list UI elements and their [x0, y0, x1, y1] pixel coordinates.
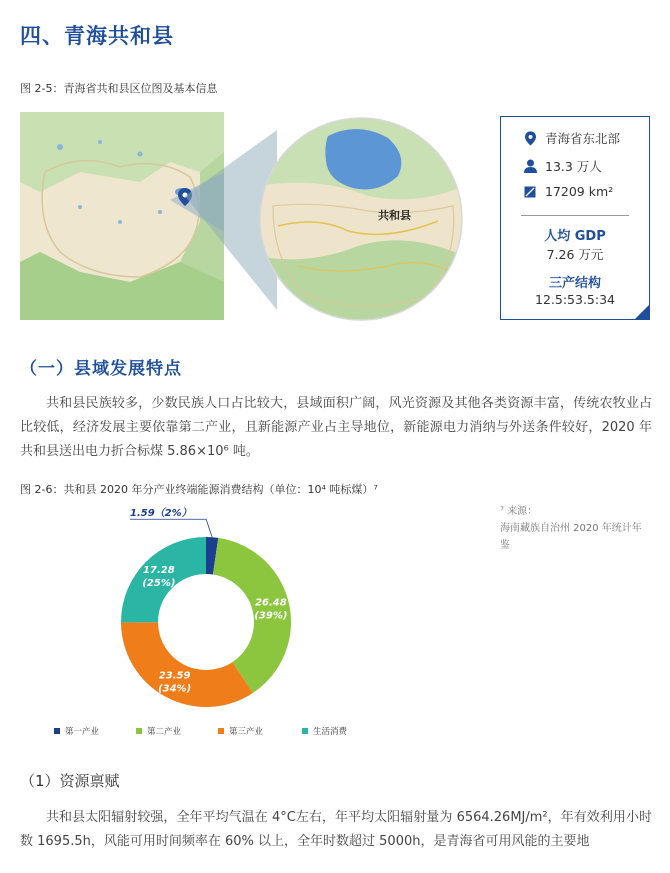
donut-label-first: 1.59（2%）: [130, 508, 192, 520]
source-note: [500, 503, 650, 554]
info-gdp-value: 7.26 万元: [546, 247, 604, 262]
info-box: [500, 116, 650, 320]
donut-leader-line-first: [130, 519, 212, 537]
source-note-mark: ⁷ 来源：: [500, 506, 538, 517]
zoom-map-label: 共和县: [378, 209, 411, 222]
info-divider: [521, 215, 629, 216]
legend-item-first: [54, 725, 99, 737]
subsection-title: （一）县域发展特点: [20, 359, 182, 379]
figure1-caption: 图 2-5：青海省共和县区位图及基本信息: [20, 82, 218, 95]
info-population: 13.3 万人: [545, 159, 602, 174]
donut-value-label-third: 23.59: [158, 670, 191, 682]
area-map-icon: [523, 186, 537, 198]
person-icon: [523, 159, 537, 173]
zoom-map-circle: [258, 116, 464, 322]
legend-item-life: [302, 725, 347, 737]
legend-swatch-second: [136, 728, 142, 734]
legend-swatch-first: [54, 728, 60, 734]
legend-label-second: 第二产业: [147, 727, 182, 737]
donut-value-label-life: 17.28: [143, 565, 175, 577]
legend-item-second: [136, 725, 181, 737]
subsection2-title: （1）资源禀赋: [20, 772, 120, 790]
legend-swatch-third: [218, 728, 224, 734]
paragraph-1: 共和县民族较多，少数民族人口占比较大，县域面积广阔，风光资源及其他各类资源丰富，传统农牧业占比较低，经济发展主要依靠第二产业，且新能源产业占主导地位，新能源电力消纳与外送条件较好，2020 年共和县送出电力折合标煤 5.86×10⁶ 吨。: [20, 396, 652, 459]
donut-chart: [100, 500, 320, 715]
legend-label-life: 生活消费: [313, 727, 348, 737]
donut-percent-label-second: (39%): [254, 610, 288, 622]
source-note-text: 海南藏族自治州 2020 年统计年鉴: [500, 523, 642, 551]
location-pin-icon: [523, 131, 537, 146]
info-area-row: [523, 184, 613, 199]
info-area: 17209 km²: [545, 184, 614, 199]
info-population-row: [523, 157, 602, 175]
info-structure-label: 三产结构: [548, 276, 601, 291]
donut-percent-label-third: (34%): [158, 683, 192, 695]
legend-item-third: [218, 725, 263, 737]
figure2-caption: 图 2-6：共和县 2020 年分产业终端能源消费结构（单位：10⁴ 吨标煤）⁷: [20, 483, 378, 496]
legend-label-third: 第三产业: [229, 727, 264, 737]
donut-percent-label-life: (25%): [142, 578, 176, 590]
info-location: 青海省东北部: [545, 131, 621, 146]
info-corner-mark: [634, 304, 650, 320]
info-structure-value: 12.5:53.5:34: [535, 292, 615, 307]
section-title: 四、青海共和县: [20, 24, 174, 48]
legend-label-first: 第一产业: [65, 727, 100, 737]
info-gdp-label: 人均 GDP: [544, 229, 606, 244]
legend-swatch-life: [302, 728, 308, 734]
donut-chart-svg: [100, 500, 320, 715]
paragraph-2: 共和县太阳辐射较强，全年平均气温在 4°C左右，年平均太阳辐射量为 6564.26MJ/m²，年有效利用小时数 1695.5h，风能可用时间频率在 60% 以上，全年时数超过 5000h，是青海省可用风能的主要地: [20, 810, 652, 849]
info-location-row: [523, 129, 620, 147]
donut-value-label-second: 26.48: [255, 597, 287, 609]
